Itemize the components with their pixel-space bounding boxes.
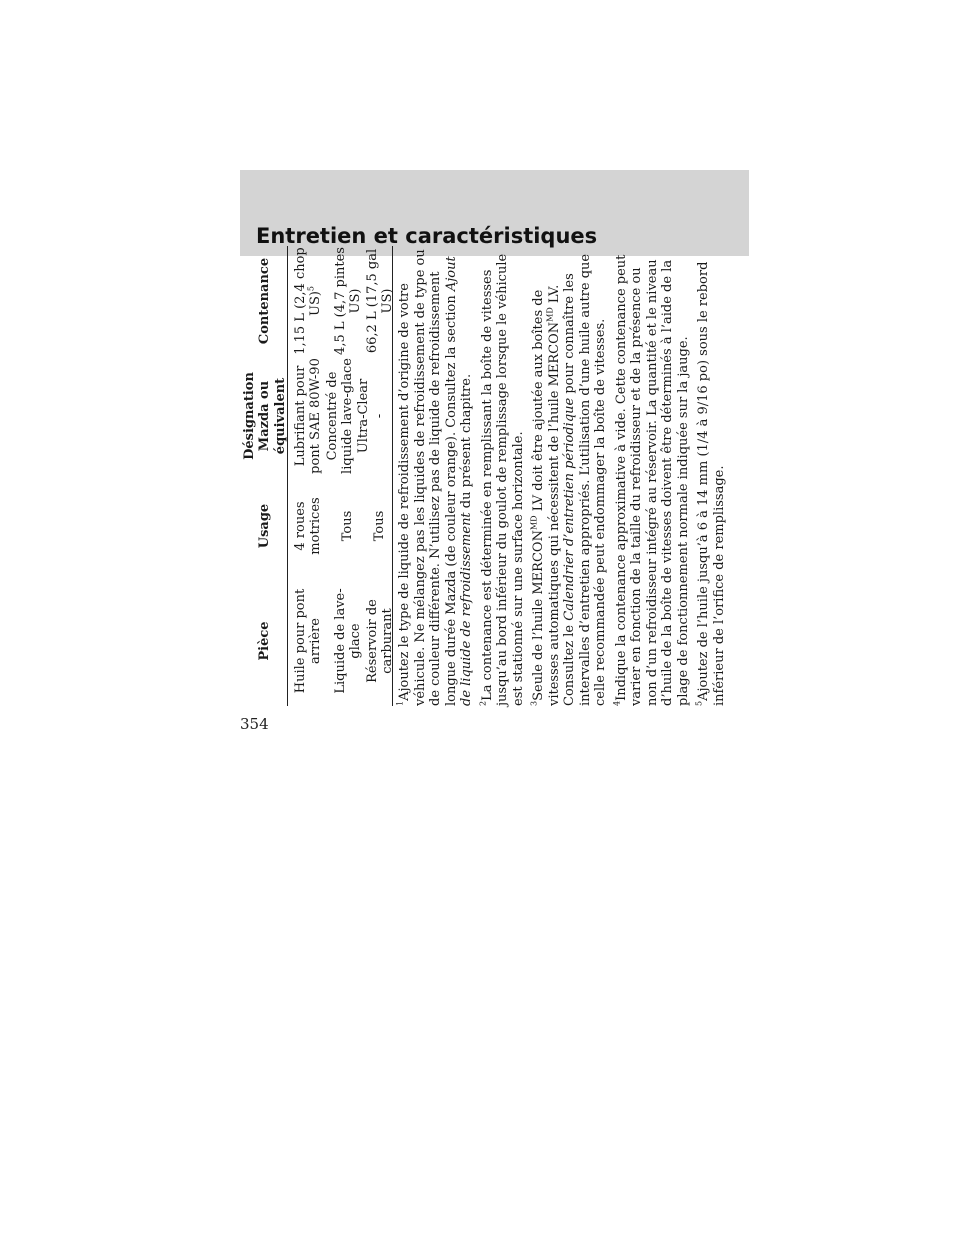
table-cell: Lubrifiant pour pont SAE 80W-90	[292, 358, 323, 474]
capacities-table	[243, 246, 393, 706]
table-cell: -	[372, 413, 388, 419]
table-cell: Tous	[340, 510, 356, 542]
footnotes	[397, 246, 732, 706]
table-row	[288, 246, 328, 706]
column-header-contenance: Contenance	[257, 257, 273, 345]
table-cell: 4 roues motrices	[292, 497, 323, 555]
table-cell: Tous	[372, 510, 388, 542]
table-header-row	[243, 246, 288, 706]
footnote-ref: 5	[306, 285, 316, 292]
table-row	[364, 246, 395, 706]
footnote-2: $^2$La contenance est déterminée en remplissant la boîte de vitesses jusqu’au bord inférieur du goulot de remplissage lorsque le véhicule est stationné sur une surface horizontale.	[478, 253, 526, 706]
table-row	[324, 246, 371, 706]
table-cell: 66,2 L (17,5 gal US)	[364, 248, 395, 354]
table-cell: 4,5 L (4,7 pintes US)	[332, 247, 363, 355]
table-cell: Huile pour pont arrière	[292, 588, 323, 694]
column-header-piece: Pièce	[257, 621, 273, 661]
table-cell: Concentré de liquide lave-glace Ultra-Clear	[324, 358, 371, 474]
table-cell: 1,15 L (2,4 chop US)$^5$	[292, 247, 323, 355]
column-header-designation: Désignation Mazda ou équivalent	[241, 372, 288, 460]
column-header-usage: Usage	[257, 503, 273, 549]
footnote-1: $^1$Ajoutez le type de liquide de refroidissement d’origine de votre véhicule. Ne mélangez pas les liquides de refroidissement de type ou de couleur différente. N’utilisez pas de liquide de refroidissement longue durée Mazda (de couleur orange). Consultez la section Ajout de liquide de refroidissement du présent chapitre.	[395, 249, 474, 706]
section-title: Entretien et caractéristiques	[256, 224, 598, 248]
footnote-3: $^3$Seule de l’huile $MERCON^{MD}$ LV doit être ajoutée aux boîtes de vitesses automatiques qui nécessitent de l’huile $MERCON^{MD}$ LV. Consultez le Calendrier d’entretien périodique pour connaître les intervalles d’entretien appropriés. L’utilisation d’une huile autre que celle recommandée peut endommager la boîte de vitesses.	[529, 253, 608, 706]
footnote-5: $^5$Ajoutez de l’huile jusqu’à 6 à 14 mm (1/4 à 9/16 po) sous le rebord inférieur de l’orifice de remplissage.	[694, 261, 727, 706]
footnote-4: $^4$Indique la contenance approximative à vide. Cette contenance peut varier en fonction de la taille du refroidisseur et de la présence ou non d’un refroidisseur intégré au réservoir. La quantité et le niveau d’huile de la boîte de vitesses doivent être déterminés à l’aide de la plage de fonctionnement normale indiquée sur la jauge.	[612, 254, 691, 706]
table-cell: Réservoir de carburant	[364, 599, 395, 683]
table-cell: Liquide de lave-glace	[332, 588, 363, 694]
rotated-content	[241, 246, 727, 706]
page-number: 354	[240, 715, 269, 733]
